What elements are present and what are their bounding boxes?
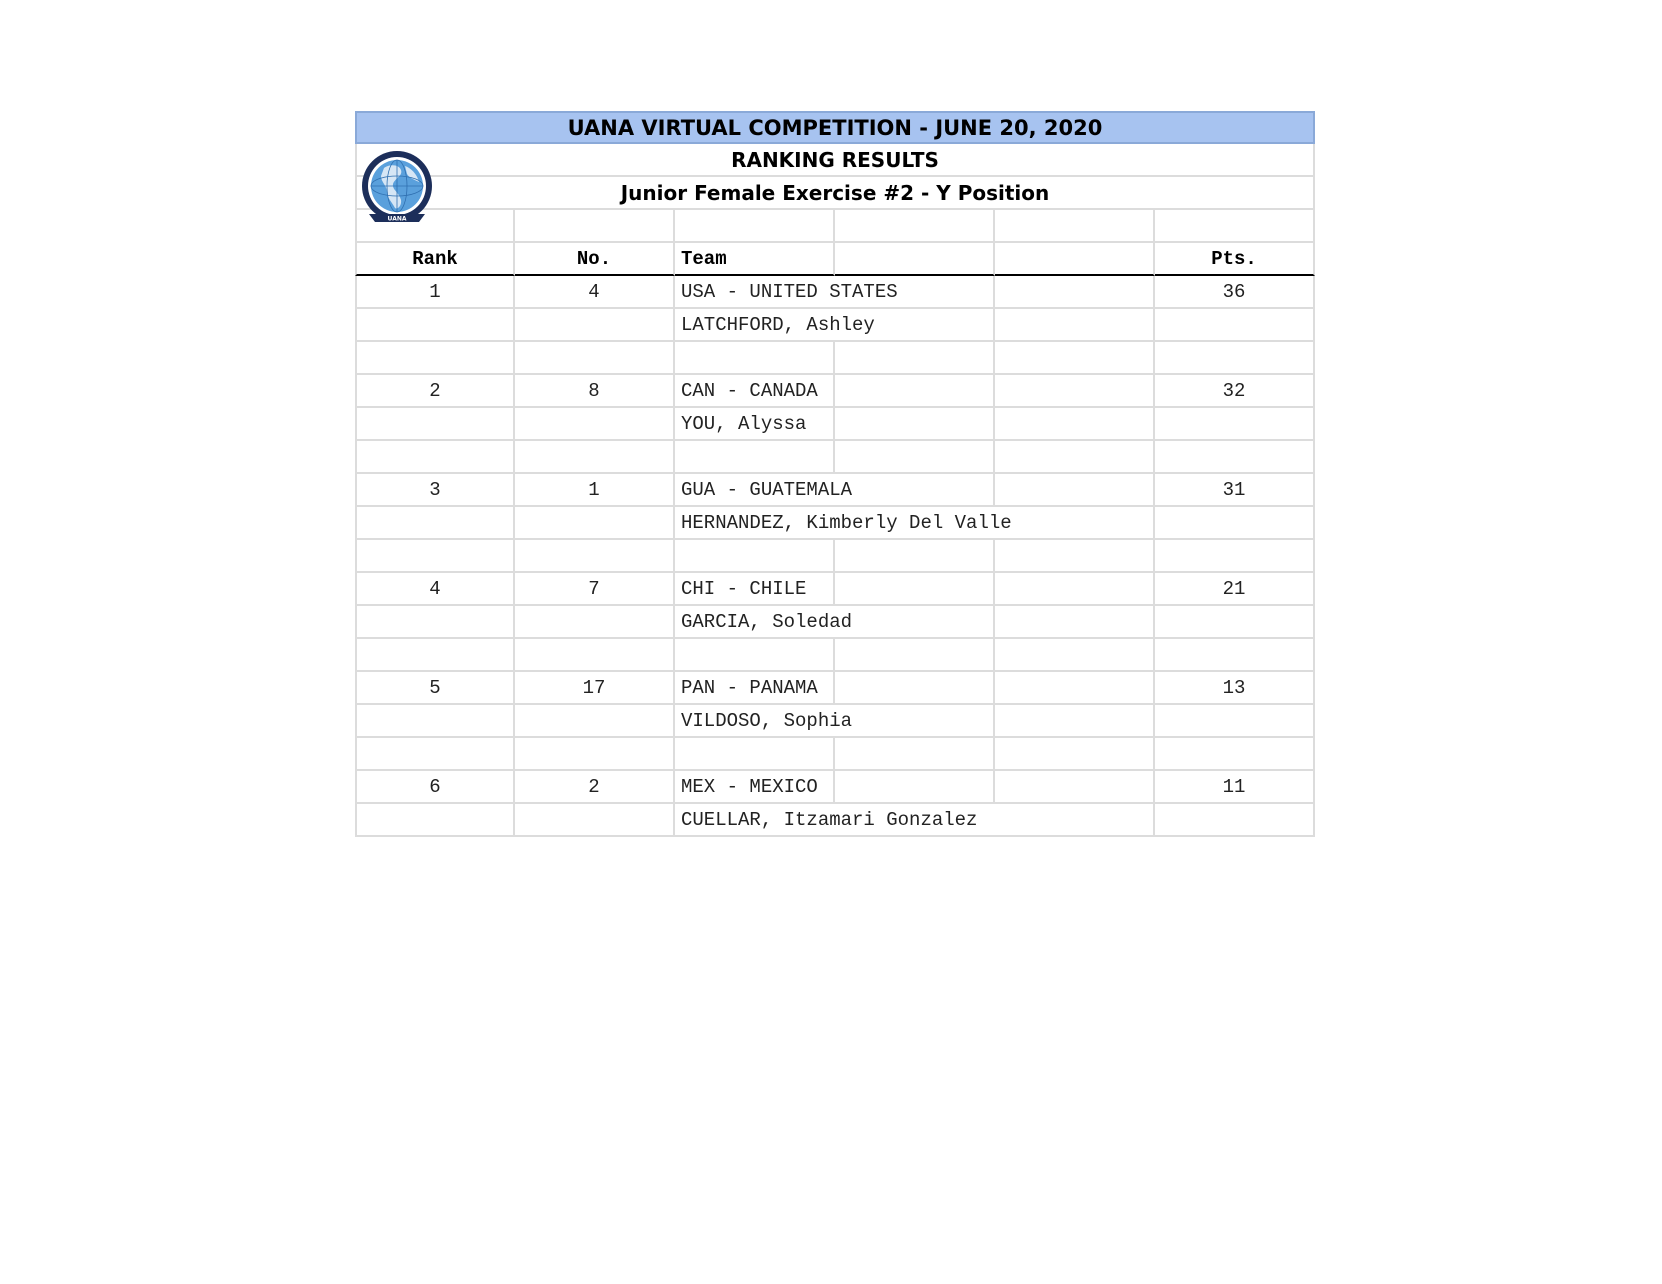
rank-cell: 2 [355,375,515,408]
team-cell: CHI - CHILE [675,573,835,606]
blank-cell [675,639,835,672]
team-cell: GUA - GUATEMALA [675,474,995,507]
blank-cell [835,210,995,243]
blank-cell [1155,738,1315,771]
points-cell: 32 [1155,375,1315,408]
column-header-no: No. [515,243,675,276]
event-name-heading: Junior Female Exercise #2 - Y Position [355,177,1315,210]
column-header-pts: Pts. [1155,243,1315,276]
blank-cell [515,738,675,771]
blank-cell [1155,210,1315,243]
blank-cell [675,738,835,771]
blank-cell [1155,342,1315,375]
blank-cell [995,309,1155,342]
ranking-results-heading: RANKING RESULTS [355,144,1315,177]
blank-cell [355,342,515,375]
blank-cell [1155,408,1315,441]
rank-cell: 1 [355,276,515,309]
blank-cell [515,408,675,441]
blank-cell [675,441,835,474]
rank-cell: 5 [355,672,515,705]
blank-cell [995,276,1155,309]
blank-cell [835,738,995,771]
points-cell: 11 [1155,771,1315,804]
blank-cell [515,639,675,672]
rank-cell: 3 [355,474,515,507]
athlete-cell: GARCIA, Soledad [675,606,995,639]
blank-cell [515,507,675,540]
blank-cell [835,573,995,606]
team-cell: CAN - CANADA [675,375,835,408]
athlete-cell: HERNANDEZ, Kimberly Del Valle [675,507,1155,540]
blank-cell [355,507,515,540]
blank-cell [1155,606,1315,639]
blank-cell [675,342,835,375]
blank-cell [995,672,1155,705]
blank-cell [675,540,835,573]
blank-cell [1155,804,1315,837]
blank-cell [995,210,1155,243]
blank-cell [995,639,1155,672]
blank-cell [995,705,1155,738]
blank-cell [835,342,995,375]
blank-cell [515,342,675,375]
blank-cell [835,408,995,441]
rank-cell: 4 [355,573,515,606]
blank-cell [995,243,1155,276]
points-cell: 13 [1155,672,1315,705]
number-cell: 4 [515,276,675,309]
blank-cell [995,441,1155,474]
number-cell: 2 [515,771,675,804]
blank-cell [995,375,1155,408]
blank-cell [995,474,1155,507]
team-cell: USA - UNITED STATES [675,276,995,309]
blank-cell [1155,639,1315,672]
number-cell: 1 [515,474,675,507]
blank-cell [355,738,515,771]
rank-cell: 6 [355,771,515,804]
blank-cell [835,540,995,573]
blank-cell [1155,507,1315,540]
blank-cell [1155,705,1315,738]
number-cell: 17 [515,672,675,705]
blank-cell [355,705,515,738]
blank-cell [995,771,1155,804]
blank-cell [995,573,1155,606]
blank-cell [995,342,1155,375]
blank-cell [355,309,515,342]
team-cell: MEX - MEXICO [675,771,835,804]
blank-cell [835,243,995,276]
blank-cell [835,375,995,408]
blank-cell [515,804,675,837]
team-cell: PAN - PANAMA [675,672,835,705]
blank-cell [515,210,675,243]
blank-cell [1155,441,1315,474]
blank-cell [355,804,515,837]
blank-cell [995,408,1155,441]
athlete-cell: YOU, Alyssa [675,408,835,441]
blank-cell [515,309,675,342]
blank-cell [355,540,515,573]
blank-cell [835,441,995,474]
blank-cell [835,672,995,705]
uana-globe-logo-icon [359,148,435,228]
athlete-cell: LATCHFORD, Ashley [675,309,995,342]
competition-title: UANA VIRTUAL COMPETITION - JUNE 20, 2020 [355,111,1315,144]
blank-cell [355,408,515,441]
blank-cell [835,771,995,804]
blank-cell [515,606,675,639]
blank-cell [355,441,515,474]
points-cell: 21 [1155,573,1315,606]
results-table [355,210,1315,837]
blank-cell [515,705,675,738]
number-cell: 8 [515,375,675,408]
points-cell: 31 [1155,474,1315,507]
blank-cell [995,738,1155,771]
blank-cell [1155,309,1315,342]
athlete-cell: CUELLAR, Itzamari Gonzalez [675,804,1155,837]
blank-cell [355,606,515,639]
column-header-rank: Rank [355,243,515,276]
blank-cell [835,639,995,672]
column-header-team: Team [675,243,835,276]
blank-cell [515,441,675,474]
svg-text:UANA: UANA [387,215,407,223]
blank-cell [515,540,675,573]
blank-cell [995,606,1155,639]
number-cell: 7 [515,573,675,606]
athlete-cell: VILDOSO, Sophia [675,705,995,738]
results-sheet [355,111,1315,837]
points-cell: 36 [1155,276,1315,309]
blank-cell [675,210,835,243]
blank-cell [1155,540,1315,573]
blank-cell [995,540,1155,573]
blank-cell [355,639,515,672]
